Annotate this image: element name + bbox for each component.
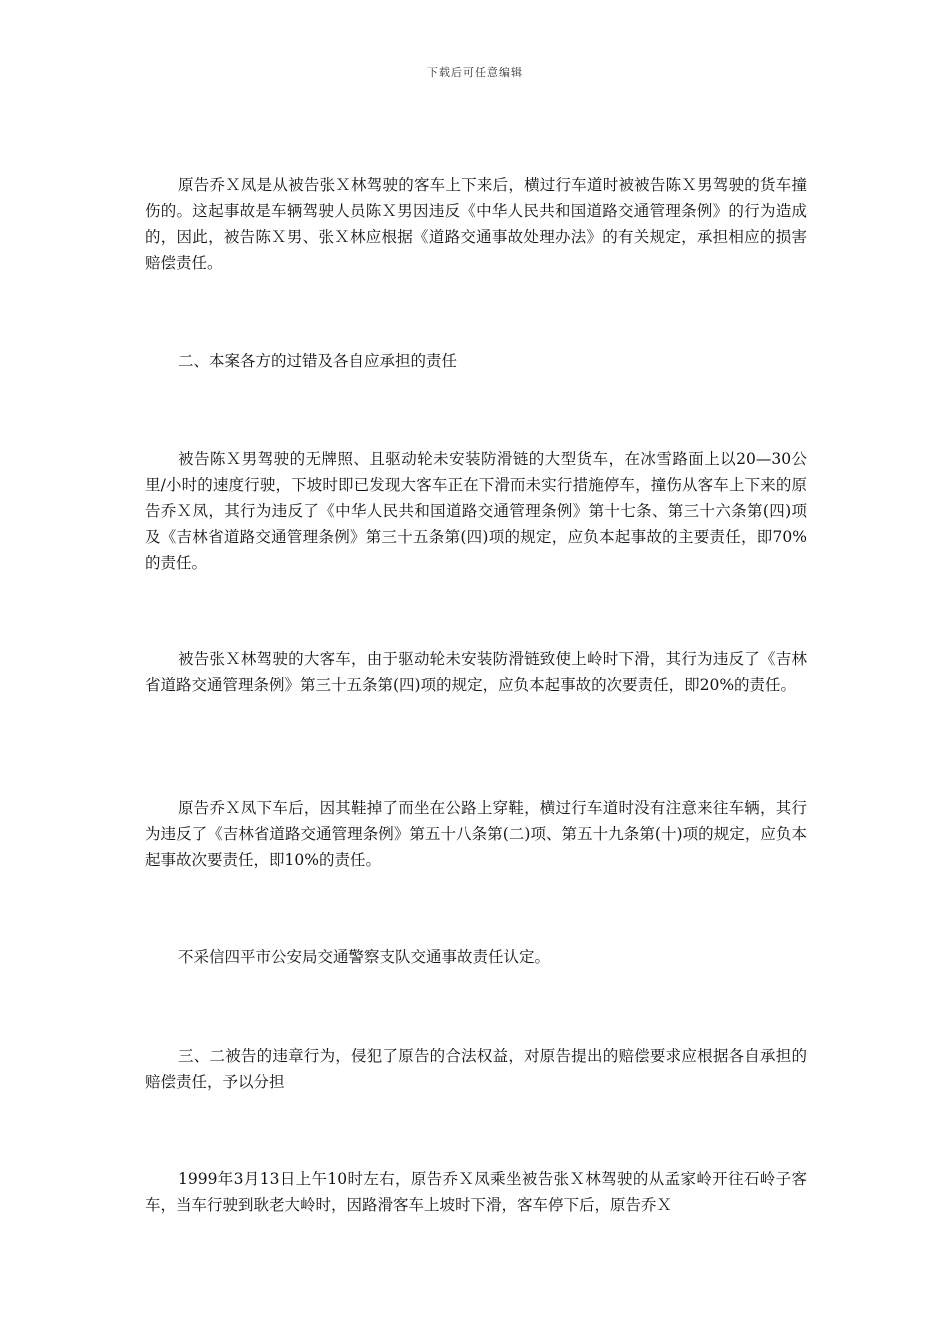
paragraph-5: 原告乔Ｘ凤下车后，因其鞋掉了而坐在公路上穿鞋，横过行车道时没有注意来往车辆，其行为违反了《吉林省道路交通管理条例》第五十八条第(二)项、第五十九条第(十)项的规定，应负本起事故次要责任，即10%的责任。 <box>145 799 807 869</box>
section-heading-2: 二、本案各方的过错及各自应承担的责任 <box>178 352 458 370</box>
paragraph-3: 被告陈Ｘ男驾驶的无牌照、且驱动轮未安装防滑链的大型货车，在冰雪路面上以20—30公里/小时的速度行驶，下坡时即已发现大客车正在下滑而未实行措施停车，撞伤从客车上下来的原告乔Ｘ凤，其行为违反了《中华人民共和国道路交通管理条例》第十七条、第三十六条第(四)项及《吉林省道路交通管理条例》第三十五条第(四)项的规定，应负本起事故的主要责任，即70%的责任。 <box>145 450 807 572</box>
page-header: 下载后可任意编辑 <box>427 66 523 79</box>
paragraph-1: 原告乔Ｘ凤是从被告张Ｘ林驾驶的客车上下来后，横过行车道时被被告陈Ｘ男驾驶的货车撞伤的。这起事故是车辆驾驶人员陈Ｘ男因违反《中华人民共和国道路交通管理条例》的行为造成的，因此，被告陈Ｘ男、张Ｘ林应根据《道路交通事故处理办法》的有关规定，承担相应的损害赔偿责任。 <box>145 176 807 272</box>
section-heading-3: 三、二被告的违章行为，侵犯了原告的合法权益，对原告提出的赔偿要求应根据各自承担的赔偿责任，予以分担 <box>145 1047 807 1091</box>
paragraph-8: 1999年3月13日上午10时左右，原告乔Ｘ凤乘坐被告张Ｘ林驾驶的从孟家岭开往石岭子客车，当车行驶到耿老大岭时，因路滑客车上坡时下滑，客车停下后，原告乔Ｘ <box>145 1170 807 1214</box>
paragraph-6: 不采信四平市公安局交通警察支队交通事故责任认定。 <box>178 948 551 966</box>
paragraph-4: 被告张Ｘ林驾驶的大客车，由于驱动轮未安装防滑链致使上岭时下滑，其行为违反了《吉林省道路交通管理条例》第三十五条第(四)项的规定，应负本起事故的次要责任，即20%的责任。 <box>145 650 807 694</box>
